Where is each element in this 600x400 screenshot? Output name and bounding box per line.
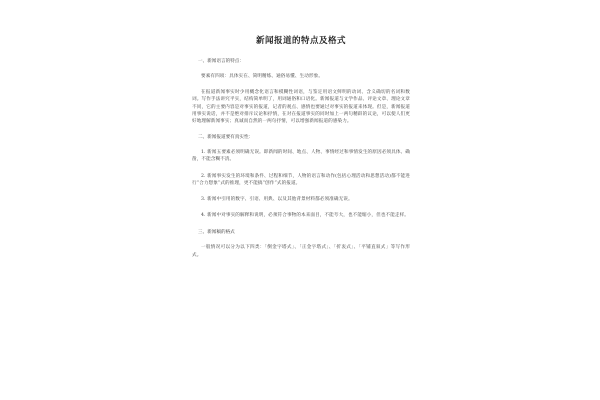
paragraph: 一般情况可以分为以下四类：「倒金字塔式」、「正金字塔式」、「折衷式」、「平铺直叙式」等写作形式。 [192, 245, 410, 258]
page-title: 新闻报道的特点及格式 [255, 36, 346, 46]
section-heading: 三、新闻稿的格式 [198, 230, 235, 236]
paragraph: 4. 新闻中对事实的解释和说明，必须符合事物的本来面目，不能夸大，也不能缩小，但也不能走样。 [201, 213, 409, 219]
section-heading: 二、新闻报道要有真实性： [198, 135, 254, 141]
paragraph: 要素有四项：具体实在、简明精练、通俗易懂、生动形象。 [201, 74, 324, 79]
paragraph: 1. 新闻五要素必须明确无误。即新闻的时间、地点、人物、事情经过和事情发生的原因必须具体、确凿，不能含糊不清。 [192, 150, 410, 163]
document-body [192, 34, 410, 268]
section-heading: 一、新闻语言的特点： [198, 59, 244, 64]
paragraph: 2. 新闻事实发生的环境和条件、过程和细节，人物的语言和动作(包括心理活动和思想活动)都不能进行“合力想象”式的推理，更不能搞“创作”式的报道。 [192, 173, 410, 186]
paragraph: 在报道新闻事实时少用概念化语言和模糊性词语，与鉴定用语文鲜明的动词、含义确切的名词和数词。写作手法讲究平实，结构简单明了，用词通俗和口语化。新闻报道与文学作品、评论文章、理论文章不同，它的主要内容是对事实的报道，记者的观点、感情也要通过对事实的报道来体现。但是，新闻报道用事实说话，并不是绝对排斥议论和抒情，在对在报道事实的同时加上一两句精辟的议论，可以使人们更好地理解新闻事实；真诚而自然的一两句抒情，可以增强新闻报道的感染力。 [192, 90, 410, 125]
paragraph: 3. 新闻中引用的数字、引语、用典、以及其他背景材料都必须准确无误。 [201, 197, 353, 203]
